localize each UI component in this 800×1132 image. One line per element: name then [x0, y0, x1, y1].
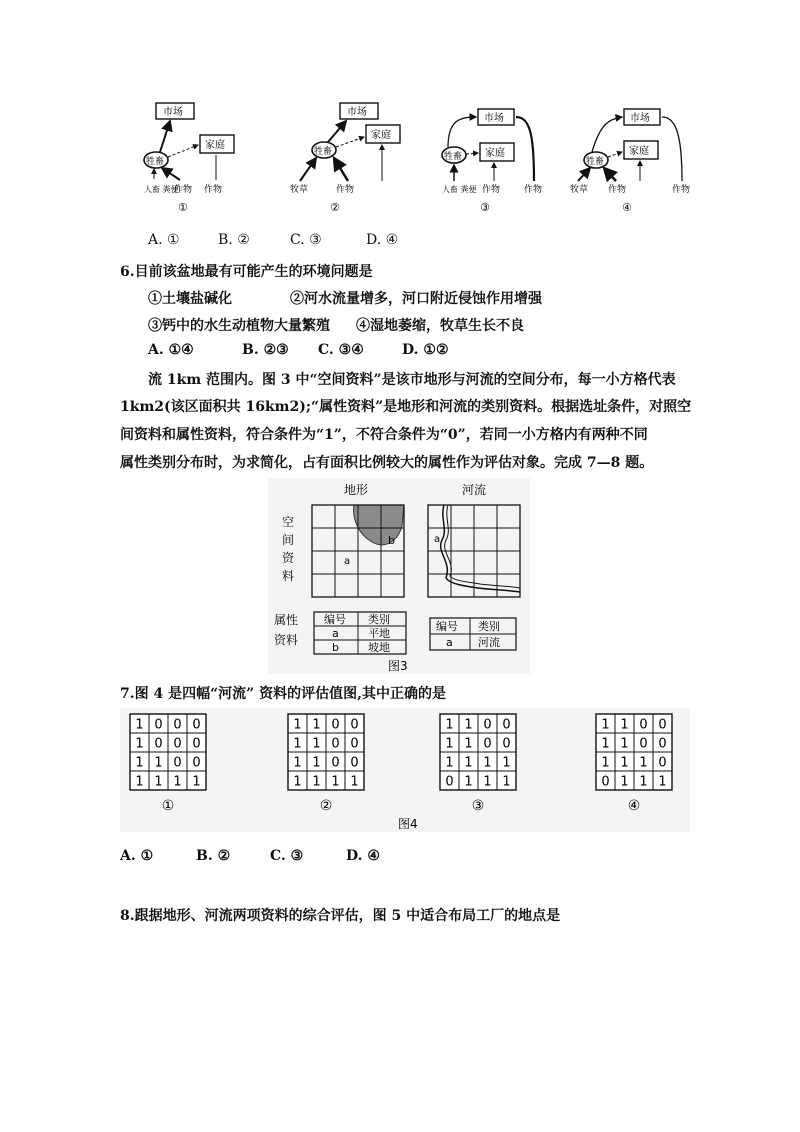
fig4-grid-3-cell: 1 — [445, 755, 454, 771]
fig4-grid-2-cell: 0 — [350, 736, 359, 752]
fig4-grid-1-cell: 0 — [173, 717, 182, 733]
fig3-title-river: 河流 — [462, 483, 487, 497]
diagram-4-bottom-1: 牧草 — [570, 185, 589, 195]
fig3-tt-h2: 类别 — [368, 613, 390, 626]
fig3-caption: 图3 — [388, 659, 408, 673]
figure-3-svg — [268, 478, 530, 674]
fig4-grid-4-cell: 1 — [639, 774, 648, 790]
diagram-4-bottom-2: 作物 — [608, 185, 627, 195]
fig4-grid-4-cell: 0 — [658, 755, 667, 771]
diagram-2 — [290, 103, 400, 214]
fig4-grid-1-cell: 1 — [135, 736, 144, 752]
q6-option-c[interactable]: C. ③④ — [318, 342, 364, 358]
fig4-grid-3-cell: 0 — [502, 736, 511, 752]
fig4-grid-3-cell: 1 — [502, 755, 511, 771]
fig3-title-terrain: 地形 — [344, 483, 369, 497]
fig4-grid-4-cell: 1 — [639, 755, 648, 771]
diagram-2-bottom-1: 牧草 — [290, 185, 309, 195]
fig4-grid-3-cell: 1 — [464, 736, 473, 752]
diagram-1-livestock: 牲畜 — [146, 157, 165, 167]
fig4-grid-2-cell: 1 — [350, 774, 359, 790]
fig3-attr-1: 属性 — [274, 613, 299, 627]
fig4-grid-2-cell: 1 — [293, 736, 302, 752]
fig4-grid-1-cell: 0 — [173, 736, 182, 752]
q6-item-2: ②河水流量增多，河口附近侵蚀作用增强 — [290, 291, 542, 307]
fig4-grid-4-cell: 1 — [620, 774, 629, 790]
diagram-4-market: 市场 — [630, 113, 650, 124]
fig4-grid-2 — [288, 714, 364, 814]
fig3-tt-r1c1: a — [332, 627, 339, 640]
fig4-grid-4-cell: 1 — [601, 717, 610, 733]
diagram-3-market: 市场 — [484, 113, 504, 124]
fig3-river-a: a — [434, 534, 441, 545]
diagram-1 — [144, 103, 234, 214]
fig4-grid-4-cell: 0 — [639, 717, 648, 733]
fig4-grid-3-cell: 0 — [502, 717, 511, 733]
fig4-grid-2-cell: 1 — [331, 774, 340, 790]
q7-option-d[interactable]: D. ④ — [346, 848, 380, 864]
fig3-tt-r2c1: b — [332, 641, 339, 654]
fig4-grid-3-cell: 1 — [445, 717, 454, 733]
fig3-spatial-4: 料 — [282, 569, 295, 583]
fig4-grid-3-cell: 1 — [483, 755, 492, 771]
fig3-tt-r2c2: 坡地 — [368, 641, 390, 654]
fig4-grid-4-cell: 0 — [639, 736, 648, 752]
fig4-grid-2-cell: 0 — [350, 755, 359, 771]
q6-option-d[interactable]: D. ①② — [402, 342, 449, 358]
fig4-grid-4-cell: 1 — [620, 755, 629, 771]
diagram-3-box: 家庭 — [485, 148, 505, 159]
q6-item-3: ③钙中的水生动植物大量繁殖 — [148, 318, 330, 334]
fig3-rt-r1c1: a — [446, 636, 453, 649]
diagram-3-livestock: 牲畜 — [444, 152, 463, 162]
diagram-1-bottom-1: 人畜 粪便 — [144, 185, 179, 194]
q8-stem: 8.跟据地形、河流两项资料的综合评估，图 5 中适合布局工厂的地点是 — [120, 908, 561, 924]
q6-option-b[interactable]: B. ②③ — [242, 342, 289, 358]
fig4-grid-1-cell: 0 — [192, 755, 201, 771]
fig4-grid-1-cell: 0 — [192, 717, 201, 733]
intro-line-2: 1km2(该区面积共 16km2);“属性资料”是地形和河流的类别资料。根据选址条件，对照空 — [120, 399, 692, 415]
fig3-tt-h1: 编号 — [324, 613, 346, 626]
fig4-grid-3-cell: 1 — [502, 774, 511, 790]
fig4-grid-2-cell: 1 — [293, 774, 302, 790]
q7-option-a[interactable]: A. ① — [120, 848, 154, 864]
fig4-grid-1-cell: 0 — [192, 736, 201, 752]
q5-option-c[interactable]: C. ③ — [290, 232, 322, 248]
diagram-4 — [570, 109, 690, 214]
figure-3 — [268, 478, 530, 674]
q7-option-c[interactable]: C. ③ — [270, 848, 304, 864]
fig4-grid-2-cell: 0 — [331, 755, 340, 771]
fig4-grid-1-cell: 1 — [154, 774, 163, 790]
q5-diagram-svg — [130, 95, 710, 225]
fig4-grid-1-cell: 1 — [135, 774, 144, 790]
fig4-grid-3-cell: 0 — [483, 736, 492, 752]
diagram-2-box: 家庭 — [371, 130, 391, 141]
fig4-grid-3-cell: 1 — [464, 755, 473, 771]
fig3-attr-2: 资料 — [274, 633, 299, 647]
q5-option-a[interactable]: A. ① — [148, 232, 180, 248]
fig3-rt-r1c2: 河流 — [478, 636, 500, 649]
intro-line-4: 属性类别分布时，为求简化，占有面积比例较大的属性作为评估对象。完成 7—8 题。 — [120, 455, 654, 471]
fig4-grid-1-cell: 0 — [173, 755, 182, 771]
fig4-grid-4-cell: 1 — [658, 774, 667, 790]
q6-option-a[interactable]: A. ①④ — [148, 342, 194, 358]
fig3-rt-h2: 类别 — [478, 620, 500, 633]
fig4-caption: 图4 — [398, 817, 418, 831]
diagram-4-bottom-3: 作物 — [672, 185, 691, 195]
fig4-grid-4-cell: 1 — [620, 736, 629, 752]
fig4-grid-4 — [596, 714, 672, 814]
q5-option-d[interactable]: D. ④ — [366, 232, 399, 248]
fig4-grid-3-cell: 1 — [483, 774, 492, 790]
fig4-grid-3-cell: 1 — [464, 717, 473, 733]
diagram-2-market: 市场 — [347, 107, 367, 118]
fig4-grid-3-cell: 0 — [445, 774, 454, 790]
diagram-3-label: ③ — [480, 201, 490, 214]
fig3-cell-a: a — [344, 556, 351, 567]
diagram-3-bottom-2: 作物 — [482, 185, 501, 195]
q5-diagrams — [130, 95, 710, 225]
fig4-grid-3-cell: 1 — [464, 774, 473, 790]
q5-option-b[interactable]: B. ② — [218, 232, 250, 248]
fig4-grid-1-cell: 1 — [173, 774, 182, 790]
fig4-grid-2-cell: 1 — [312, 755, 321, 771]
fig4-grid-1 — [130, 714, 206, 814]
fig3-spatial-1: 空 — [282, 515, 295, 529]
fig4-grid-1-cell: 1 — [192, 774, 201, 790]
fig4-grid-2-cell: 0 — [331, 736, 340, 752]
diagram-4-livestock: 牲畜 — [586, 157, 605, 167]
fig4-grid-1-cell: 0 — [154, 736, 163, 752]
fig4-grid-2-label: ② — [319, 798, 333, 814]
diagram-2-livestock: 牲畜 — [314, 147, 333, 157]
diagram-1-bottom-3: 作物 — [204, 185, 223, 195]
fig4-grid-2-cell: 1 — [312, 717, 321, 733]
fig4-grid-4-cell: 0 — [601, 774, 610, 790]
fig4-grid-3-cell: 0 — [483, 717, 492, 733]
intro-line-1: 流 1km 范围内。图 3 中“空间资料”是该市地形与河流的空间分布，每一小方格代表 — [148, 372, 676, 388]
diagram-2-bottom-2: 作物 — [336, 185, 355, 195]
fig4-grid-2-cell: 1 — [293, 717, 302, 733]
fig3-river-grid — [428, 505, 520, 597]
q6-item-1: ①土壤盐碱化 — [148, 291, 232, 307]
figure-4-svg — [120, 708, 690, 832]
diagram-1-box: 家庭 — [205, 140, 225, 151]
fig4-grid-1-cell: 0 — [154, 717, 163, 733]
fig4-grid-2-cell: 0 — [350, 717, 359, 733]
fig3-river-table — [430, 618, 516, 650]
q6-stem: 6.目前该盆地最有可能产生的环境问题是 — [120, 264, 373, 280]
fig4-grid-2-cell: 0 — [331, 717, 340, 733]
fig4-grid-4-cell: 0 — [658, 736, 667, 752]
fig4-grid-4-cell: 1 — [601, 755, 610, 771]
fig4-grid-3 — [440, 714, 516, 814]
fig3-terrain-grid — [312, 505, 404, 597]
diagram-3-bottom-1: 人畜 粪便 — [442, 185, 477, 194]
fig4-grid-3-label: ③ — [471, 798, 485, 814]
fig3-terrain-table — [314, 612, 406, 654]
diagram-1-bottom-2: 作物 — [174, 185, 193, 195]
diagram-3 — [442, 109, 542, 214]
q6-item-4: ④湿地萎缩，牧草生长不良 — [356, 318, 524, 334]
fig4-grid-4-label: ④ — [627, 798, 641, 814]
fig4-grid-2-cell: 1 — [312, 774, 321, 790]
fig4-grid-4-cell: 1 — [601, 736, 610, 752]
fig3-cell-b: b — [388, 534, 395, 547]
fig3-spatial-2: 间 — [282, 533, 295, 547]
fig4-grid-4-cell: 0 — [658, 717, 667, 733]
diagram-4-box: 家庭 — [629, 146, 649, 157]
diagram-1-label: ① — [178, 201, 188, 214]
fig4-grid-4-cell: 1 — [620, 717, 629, 733]
diagram-2-label: ② — [330, 201, 340, 214]
fig4-grid-1-label: ① — [161, 798, 175, 814]
fig4-grid-3-cell: 1 — [445, 736, 454, 752]
fig3-rt-h1: 编号 — [436, 620, 458, 633]
fig4-grid-1-cell: 1 — [135, 717, 144, 733]
diagram-3-bottom-3: 作物 — [524, 185, 543, 195]
intro-line-3: 间资料和属性资料，符合条件为“1”，不符合条件为“0”，若同一小方格内有两种不同 — [120, 427, 648, 443]
fig3-spatial-3: 资 — [282, 551, 295, 565]
diagram-1-market: 市场 — [163, 107, 183, 118]
fig4-grid-1-cell: 1 — [135, 755, 144, 771]
fig3-tt-r1c2: 平地 — [368, 627, 390, 640]
diagram-4-label: ④ — [622, 201, 632, 214]
q7-option-b[interactable]: B. ② — [196, 848, 231, 864]
fig4-grid-2-cell: 1 — [312, 736, 321, 752]
q7-stem: 7.图 4 是四幅“河流” 资料的评估值图,其中正确的是 — [120, 686, 446, 702]
fig4-grid-2-cell: 1 — [293, 755, 302, 771]
figure-4 — [120, 708, 690, 832]
fig4-grid-1-cell: 1 — [154, 755, 163, 771]
